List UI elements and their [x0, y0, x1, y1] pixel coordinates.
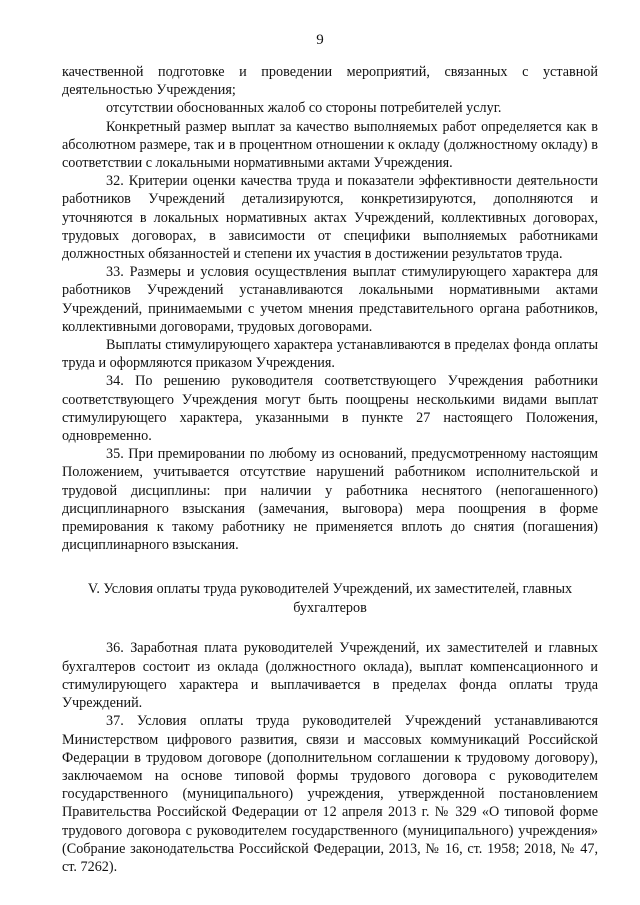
paragraph-35: 35. При премировании по любому из оснований, предусмотренному настоящим Положением, учитывается отсутствие нарушений работником исполнительской и трудовой дисциплины: при наличии у работника неснятого (непогашенного) дисциплинарного взыскания (замечания, выговора) мера поощрения в форме премирования к такому работнику не применяется вплоть до снятия (погашения) дисциплинарного взыскания. — [62, 446, 598, 554]
paragraph: отсутствии обоснованных жалоб со стороны потребителей услуг. — [106, 100, 502, 117]
paragraph: Конкретный размер выплат за качество выполняемых работ определяется как в абсолютном размере, так и в процентном отношении к окладу (должностному окладу) в соответствии с локальными нормативными актами Учреждения. — [62, 118, 598, 172]
document-body — [62, 63, 598, 876]
paragraph-36: 36. Заработная плата руководителей Учреждений, их заместителей и главных бухгалтеров состоит из оклада (должностного оклада), выплат компенсационного и стимулирующего характера и выплачивается в пределах фонда оплаты труда Учреждений. — [62, 640, 598, 712]
paragraph-32: 32. Критерии оценки качества труда и показатели эффективности деятельности работников Учреждений детализируются, конкретизируются, дополняются и уточняются в локальных нормативных актах Учреждений, коллективных договорах, трудовых договорах, в зависимости от специфики выполняемых работниками должностных обязанностей и степени их участия в достижении результатов труда. — [62, 173, 598, 263]
paragraph-34: 34. По решению руководителя соответствующего Учреждения работники соответствующего Учреждения могут быть поощрены несколькими видами выплат стимулирующего характера, указанными в пункте 27 настоящего Положения, одновременно. — [62, 373, 598, 445]
paragraph: качественной подготовке и проведении мероприятий, связанных с уставной деятельностью Учреждения; — [62, 64, 598, 99]
paragraph-37: 37. Условия оплаты труда руководителей Учреждений устанавливаются Министерством цифрового развития, связи и массовых коммуникаций Российской Федерации в трудовом договоре (дополнительном соглашении к трудовому договору), заключаемом на основе типовой формы трудового договора с руководителем государственного (муниципального) учреждения, утвержденной постановлением Правительства Российской Федерации от 12 апреля 2013 г. № 329 «О типовой форме трудового договора с руководителем государственного (муниципального) учреждения» (Собрание законодательства Российской Федерации, 2013, № 16, ст. 1958; 2018, № 47, ст. 7262). — [62, 713, 598, 875]
paragraph-33: 33. Размеры и условия осуществления выплат стимулирующего характера для работников Учреждений устанавливаются локальными нормативными актами Учреждений, принимаемыми с учетом мнения представительного органа работников, коллективными договорами, трудовых договорами. — [62, 264, 598, 335]
page-number: 9 — [316, 32, 324, 48]
paragraph: Выплаты стимулирующего характера устанавливаются в пределах фонда оплаты труда и оформляются приказом Учреждения. — [62, 337, 598, 372]
section-heading: V. Условия оплаты труда руководителей Учреждений, их заместителей, главных бухгалтеров — [87, 581, 573, 616]
